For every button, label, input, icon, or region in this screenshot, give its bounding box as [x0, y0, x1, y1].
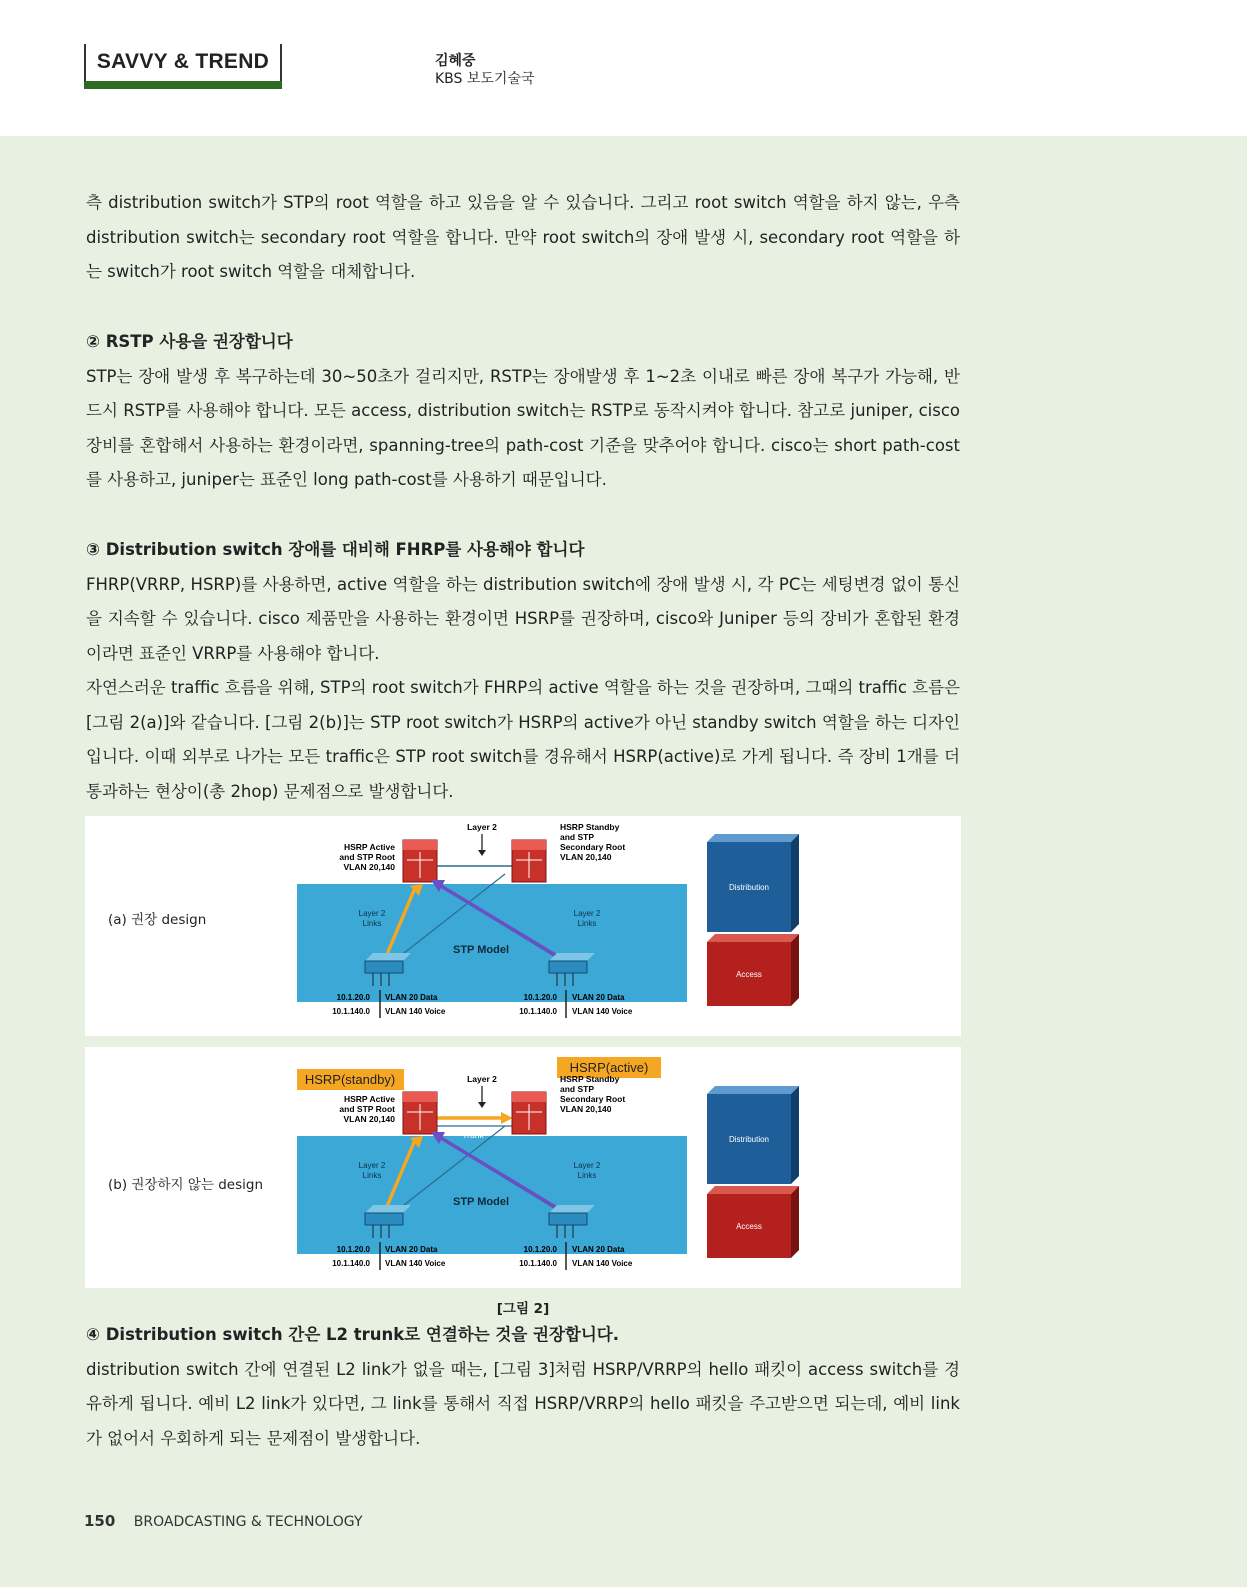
stp-model-label-b: STP Model	[452, 1196, 510, 1208]
paragraph-trunk: distribution switch 간에 연결된 L2 link가 없을 때는, [그림 3]처럼 HSRP/VRRP의 hello 패킷이 access switch를 경유하게 됩니다. 예비 L2 link가 있다면, 그 link를 통해서 직접 HSRP/VRRP의 hello 패킷을 주고받으면 되는데, 예비 link가 없어서 우회하게 되는 문제점이 발생합니다.	[86, 1359, 960, 1448]
hsrp-active-label: HSRP(active)	[569, 1060, 649, 1075]
paragraph-rstp: STP는 장애 발생 후 복구하는데 30~50초가 걸리지만, RSTP는 장애발생 후 1~2초 이내로 빠른 장애 복구가 가능해, 반드시 RSTP를 사용해야 합니다. 모든 access, distribution switch는 RSTP로 동작시켜야 합니다. 참고로 juniper, cisco 장비를 혼합해서 사용하는 환경이라면, spanning-tree의 path-cost 기준을 맞추어야 합니다. cisco는 short path-cost를 사용하고, juniper는 표준인 long path-cost를 사용하기 때문입니다.	[86, 366, 960, 489]
hsrp-standby-label: HSRP(standby)	[304, 1072, 396, 1087]
left-subnet-voice: 10.1.140.0	[332, 1007, 370, 1016]
right-dist-desc-2-b: and STP	[560, 1084, 595, 1094]
page-header	[0, 0, 1247, 136]
right-subnet-voice-b: 10.1.140.0	[519, 1259, 557, 1268]
distribution-layer-band	[297, 884, 687, 1002]
figure-panel-b	[85, 1047, 961, 1288]
left-distribution-switch-icon-b	[403, 1092, 437, 1134]
left-vlan-voice-b: VLAN 140 Voice	[385, 1259, 446, 1268]
paragraph-intro: 측 distribution switch가 STP의 root 역할을 하고 있음을 알 수 있습니다. 그리고 root switch 역할을 하지 않는, 우측 distribution switch는 secondary root 역할을 합니다. 만약 root switch의 장애 발생 시, secondary root 역할을 하는 switch가 root switch 역할을 대체합니다.	[86, 193, 960, 281]
left-subnet-data-b: 10.1.20.0	[336, 1245, 370, 1254]
right-dist-desc-4-b: VLAN 20,140	[560, 1104, 612, 1114]
left-subnet-data: 10.1.20.0	[336, 993, 370, 1002]
author-block	[435, 52, 535, 88]
legend-distribution-label-b: Distribution	[728, 1135, 770, 1144]
layer2-label: Layer 2	[467, 822, 497, 832]
paragraph-fhrp: FHRP(VRRP, HSRP)를 사용하면, active 역할을 하는 distribution switch에 장애 발생 시, 각 PC는 세팅변경 없이 통신을 지속할 수 있습니다. cisco 제품만을 사용하는 환경이면 HSRP를 권장하며, cisco와 Juniper 등의 장비가 혼합된 환경이라면 표준인 VRRP를 사용해야 합니다.	[86, 574, 960, 663]
right-vlan-data-b: VLAN 20 Data	[572, 1245, 625, 1254]
right-links-label-2-b: Links	[577, 1171, 597, 1180]
right-links-label-1: Layer 2	[573, 909, 601, 918]
left-dist-desc-3: VLAN 20,140	[343, 862, 395, 872]
right-links-label-2: Links	[577, 919, 597, 928]
right-vlan-voice-b: VLAN 140 Voice	[572, 1259, 633, 1268]
left-dist-desc-2-b: and STP Root	[339, 1104, 395, 1114]
legend-access-label: Access	[736, 970, 762, 979]
right-distribution-switch-icon	[512, 840, 546, 882]
heading-fhrp: ③ Distribution switch 장애를 대비해 FHRP를 사용해야 합니다	[86, 540, 585, 559]
network-diagram-a	[85, 816, 961, 1036]
right-distribution-switch-icon-b	[512, 1092, 546, 1134]
panel-b-label: (b) 권장하지 않는 design	[108, 1177, 264, 1193]
right-links-label-1-b: Layer 2	[573, 1161, 601, 1170]
figure-caption: [그림 2]	[496, 1301, 550, 1317]
right-vlan-data: VLAN 20 Data	[572, 993, 625, 1002]
legend-access-label-b: Access	[736, 1222, 762, 1231]
section-title: SAVVY & TREND	[96, 50, 270, 73]
right-dist-desc-1: HSRP Standby	[560, 822, 620, 832]
figure-panel-a	[85, 816, 961, 1036]
right-dist-desc-1-b: HSRP Standby	[560, 1074, 620, 1084]
left-vlan-data-b: VLAN 20 Data	[385, 1245, 438, 1254]
distribution-legend-box	[707, 834, 799, 932]
access-legend-box-b	[707, 1186, 799, 1258]
section-tab	[84, 44, 282, 89]
left-dist-desc-1-b: HSRP Active	[343, 1094, 395, 1104]
right-vlan-voice: VLAN 140 Voice	[572, 1007, 633, 1016]
network-diagram-b	[85, 1047, 961, 1288]
access-legend-box	[707, 934, 799, 1006]
right-subnet-voice: 10.1.140.0	[519, 1007, 557, 1016]
section-trunk	[86, 1318, 960, 1456]
section-underline	[84, 81, 282, 89]
distribution-legend-box-b	[707, 1086, 799, 1184]
left-subnet-voice-b: 10.1.140.0	[332, 1259, 370, 1268]
trunk-label: Trunk	[462, 870, 484, 880]
section-fhrp	[86, 533, 960, 809]
author-org: KBS 보도기술국	[435, 71, 535, 87]
left-vlan-data: VLAN 20 Data	[385, 993, 438, 1002]
right-subnet-data-b: 10.1.20.0	[523, 1245, 557, 1254]
heading-trunk: ④ Distribution switch 간은 L2 trunk로 연결하는 것을 권장합니다.	[86, 1325, 619, 1344]
heading-rstp: ② RSTP 사용을 권장합니다	[86, 332, 293, 351]
left-links-label-2: Links	[362, 919, 382, 928]
section-rstp	[86, 325, 960, 498]
left-dist-desc-1: HSRP Active	[343, 842, 395, 852]
page-footer	[84, 1512, 363, 1530]
left-links-label-1: Layer 2	[358, 909, 386, 918]
right-dist-desc-4: VLAN 20,140	[560, 852, 612, 862]
magazine-name: BROADCASTING & TECHNOLOGY	[133, 1514, 363, 1530]
left-links-label-2-b: Links	[362, 1171, 382, 1180]
left-dist-desc-2: and STP Root	[339, 852, 395, 862]
right-dist-desc-3-b: Secondary Root	[560, 1094, 626, 1104]
right-subnet-data: 10.1.20.0	[523, 993, 557, 1002]
left-vlan-voice: VLAN 140 Voice	[385, 1007, 446, 1016]
paragraph-traffic: 자연스러운 traffic 흐름을 위해, STP의 root switch가 FHRP의 active 역할을 하는 것을 권장하며, 그때의 traffic 흐름은 [그림 2(a)]와 같습니다. [그림 2(b)]는 STP root switch가 HSRP의 active가 아닌 standby switch 역할을 하는 디자인입니다. 이때 외부로 나가는 모든 traffic은 STP root switch를 경유해서 HSRP(active)로 가게 됩니다. 즉 장비 1개를 더 통과하는 현상이(총 2hop) 문제점으로 발생합니다.	[86, 678, 960, 801]
legend-distribution-label: Distribution	[728, 883, 770, 892]
right-dist-desc-2: and STP	[560, 832, 595, 842]
left-links-label-1-b: Layer 2	[358, 1161, 386, 1170]
left-dist-desc-3-b: VLAN 20,140	[343, 1114, 395, 1124]
page-number: 150	[84, 1512, 116, 1530]
layer2-label-b: Layer 2	[467, 1074, 497, 1084]
trunk-label-b: Trunk	[462, 1130, 484, 1140]
distribution-layer-band-b	[297, 1136, 687, 1254]
panel-a-label: (a) 권장 design	[108, 912, 207, 928]
author-name: 김혜중	[435, 53, 476, 69]
right-dist-desc-3: Secondary Root	[560, 842, 626, 852]
stp-model-label: STP Model	[452, 944, 510, 956]
left-distribution-switch-icon	[403, 840, 437, 882]
